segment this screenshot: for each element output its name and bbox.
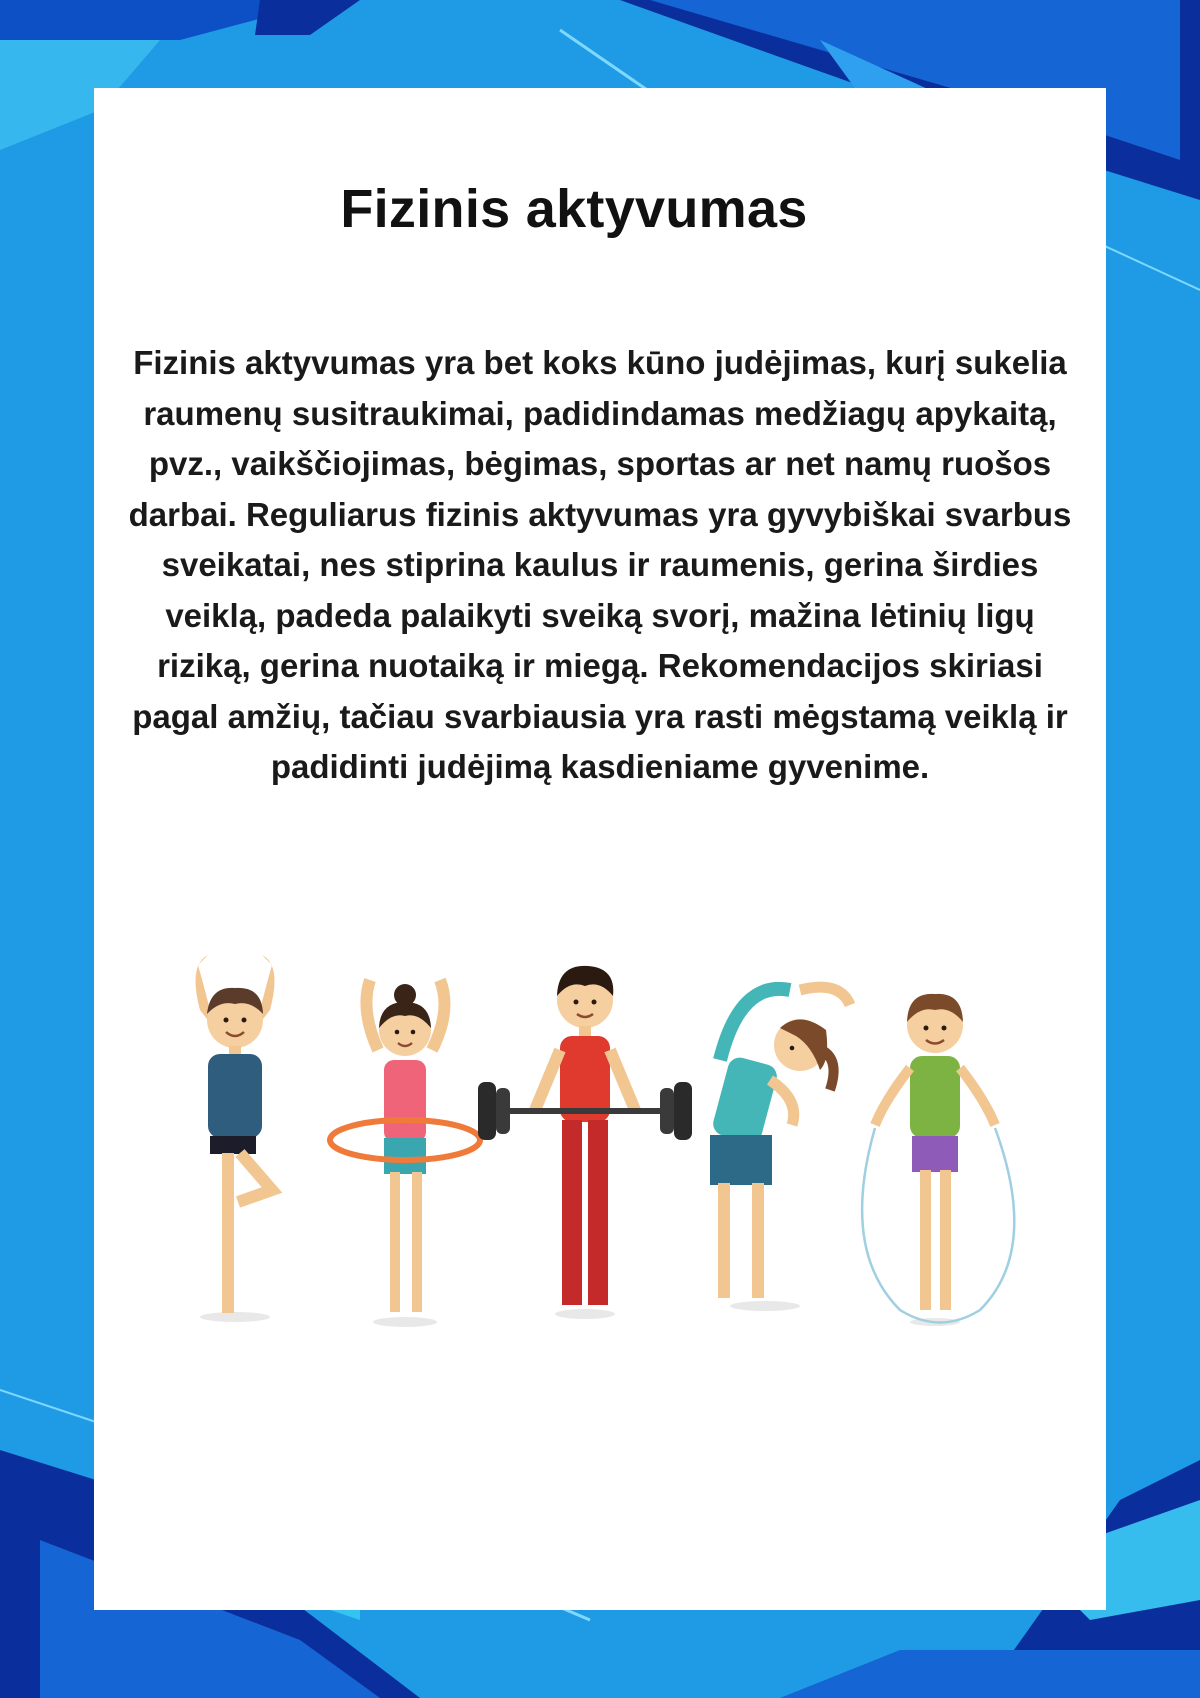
jump-rope-figure <box>862 994 1014 1326</box>
body-paragraph: Fizinis aktyvumas yra bet koks kūno judėjimas, kurį sukelia raumenų susitraukimai, padidindamas medžiagų apykaitą, pvz., vaikščiojimas, bėgimas, sportas ar net namų ruošos darbai. Reguliarus fizinis aktyvumas yra gyvybiškai svarbus sveikatai, nes stiprina kaulus ir raumenis, gerina širdies veiklą, padeda palaikyti sveiką svorį, mažina lėtinių ligų riziką, gerina nuotaiką ir miegą. Rekomendacijos skiriasi pagal amžių, tačiau svarbiausia yra rasti mėgstamą veiklą ir padidinti judėjimą kasdieniame gyvenime. <box>128 344 1072 785</box>
exercise-illustration <box>140 950 1060 1330</box>
page-title: Fizinis aktyvumas <box>340 179 808 239</box>
page-card <box>94 88 1106 1610</box>
hula-hoop-figure <box>330 980 480 1327</box>
side-stretch-figure <box>710 987 850 1311</box>
tree-pose-figure <box>196 955 275 1322</box>
weightlifter-figure <box>478 966 692 1319</box>
